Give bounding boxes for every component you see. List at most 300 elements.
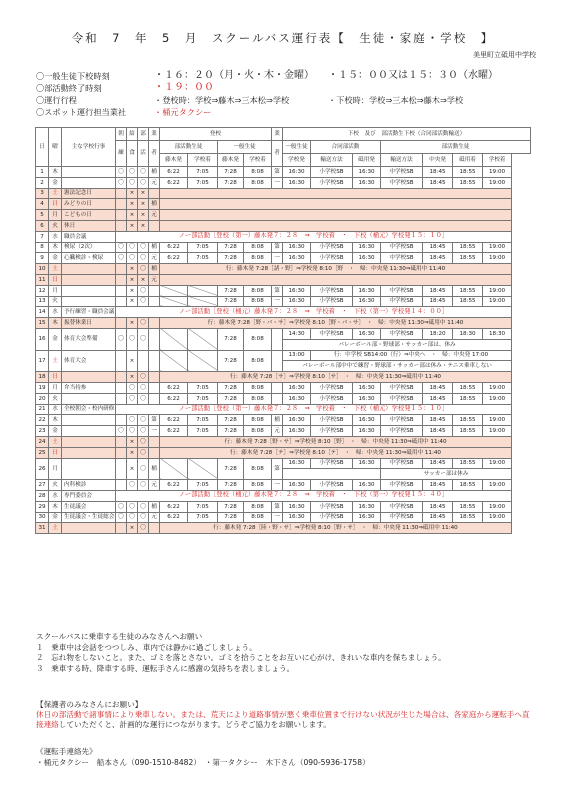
kyu-cell: 〇 <box>127 328 138 350</box>
dow-cell: 水 <box>49 404 62 415</box>
header-tokou: 登校 <box>160 128 272 141</box>
fujiki-time-ippan: 7:28 <box>218 426 244 437</box>
header-dow: 曜 <box>49 128 62 167</box>
kyu-cell: 〇 <box>127 501 138 512</box>
day-cell: 1 <box>36 167 49 178</box>
operator-cell: 一 <box>149 426 160 437</box>
operator-cell: 元 <box>149 274 160 285</box>
info-label: 〇部活動終了時刻 <box>36 83 102 93</box>
table-row <box>36 372 531 383</box>
school-arrive: 19:00 <box>483 285 512 296</box>
parent-request-tail: していただくと、計画的な運行につながります。どうぞご協力をお願いします。 <box>58 720 331 729</box>
fujiki-time-ippan: 7:28 <box>218 350 244 372</box>
header-chuou: 中央発 <box>423 154 453 167</box>
transport-method-2: 中学校SB <box>381 480 423 491</box>
header-event: 主な学校行事 <box>62 128 116 167</box>
operator-cell <box>149 318 160 329</box>
dow-cell: 土 <box>49 523 62 534</box>
dow-cell: 金 <box>49 426 62 437</box>
dow-cell: 木 <box>49 501 62 512</box>
weekend-route: 行：藤木発 7:28［野・バ・サ］⇒学校発 8:10［野・バ・サ］ ・ 帰：中央発 11:30⇒砥用中 11:40 <box>160 318 512 329</box>
fujiki-time-ippan: 7:28 <box>218 328 244 350</box>
asa-cell <box>116 480 127 491</box>
bu-cell: 〇 <box>138 372 149 383</box>
event-cell <box>62 177 116 188</box>
table-row <box>36 436 531 447</box>
transport-method: 小学校SB <box>311 512 353 523</box>
operator-cell <box>149 296 160 307</box>
day-cell: 16 <box>36 328 49 350</box>
dow-cell: 金 <box>49 253 62 264</box>
day-cell: 8 <box>36 242 49 253</box>
bu-cell: × <box>138 274 149 285</box>
event-cell: 体育大会準備 <box>62 328 116 350</box>
day-cell: 30 <box>36 512 49 523</box>
kyu-cell: 〇 <box>127 382 138 393</box>
tomochi-arrive: 18:30 <box>453 328 483 339</box>
event-cell: こどもの日 <box>62 210 116 221</box>
event-cell <box>62 274 116 285</box>
kyu-cell: 〇 <box>127 242 138 253</box>
tomochi-arrive: 18:55 <box>453 501 483 512</box>
gakko-time: 7:05 <box>188 426 218 437</box>
fujiki-time-ippan: 7:28 <box>218 285 244 296</box>
day-cell: 4 <box>36 199 49 210</box>
gakko-time-ippan: 8:08 <box>244 501 272 512</box>
info-label: 〇スポット運行担当業社 <box>36 107 127 117</box>
fujiki-time-ippan: 7:28 <box>218 501 244 512</box>
tomochi-time: 16:30 <box>353 177 381 188</box>
day-cell: 5 <box>36 210 49 221</box>
school-arrive: 19:00 <box>483 242 512 253</box>
depart-time: 16:30 <box>283 501 311 512</box>
depart-time: 16:30 <box>283 296 311 307</box>
empty <box>160 210 512 221</box>
gakko-time: 7:05 <box>188 177 218 188</box>
header-asa: 朝 <box>116 128 127 141</box>
parent-request-text <box>36 710 536 730</box>
dow-cell: 金 <box>49 512 62 523</box>
dow-cell: 日 <box>49 199 62 210</box>
chuou-time: 18:45 <box>423 296 453 307</box>
transport-method: 小学校SB <box>311 296 353 307</box>
table-row <box>36 523 531 534</box>
transport-method-2: 中学校SB <box>381 382 423 393</box>
transport-method: 小学校SB <box>311 480 353 491</box>
chuou-time: 18:45 <box>423 253 453 264</box>
bu-cell: 〇 <box>138 285 149 296</box>
event-cell: 専門委員会 <box>62 490 116 501</box>
bu-cell: 〇 <box>138 264 149 275</box>
event-cell: 体育大会 <box>62 350 116 372</box>
weekend-route: 行：藤木発 7:28［サ］⇒学校発 8:10［サ］ ・ 帰：中央発 11:30⇒砥用中 11:40 <box>160 372 512 383</box>
transport-method: 小学校SB <box>311 177 353 188</box>
contact-daiichi: ・第一タクシー 木下さん（090-5936-1758） <box>204 758 370 767</box>
kyu-cell: 〇 <box>127 177 138 188</box>
table-row <box>36 447 531 458</box>
dow-cell: 木 <box>49 318 62 329</box>
tomochi-time: 16:30 <box>353 382 381 393</box>
operator-cell <box>149 285 160 296</box>
table-row <box>36 404 531 415</box>
fujiki-time: 6:22 <box>160 177 188 188</box>
chuou-time: 18:45 <box>423 458 453 469</box>
school-arrive: 19:00 <box>483 177 512 188</box>
fujiki-time-ippan: 7:28 <box>218 512 244 523</box>
bu-cell: 〇 <box>138 480 149 491</box>
depart-time: 16:30 <box>283 382 311 393</box>
fujiki-time <box>160 328 188 350</box>
tomochi-arrive: 18:55 <box>453 415 483 426</box>
operator-cell-2 <box>272 382 283 393</box>
chuou-time: 18:45 <box>423 480 453 491</box>
event-cell: 内科検診 <box>62 480 116 491</box>
depart-time: 16:30 <box>283 393 311 404</box>
operator-cell: 元 <box>149 480 160 491</box>
club-note: サッカー部は休み <box>381 469 512 480</box>
event-cell: 予行練習・職員会議 <box>62 307 116 318</box>
day-cell: 23 <box>36 426 49 437</box>
dow-cell: 水 <box>49 490 62 501</box>
header-yuso: 輸送方法 <box>311 154 353 167</box>
transport-method-2: 中学校SB <box>381 242 423 253</box>
table-row <box>36 177 531 188</box>
depart-time: 16:30 <box>283 242 311 253</box>
school-arrive: 19:00 <box>483 393 512 404</box>
chuou-time: 18:45 <box>423 177 453 188</box>
depart-time: 16:30 <box>283 177 311 188</box>
transport-method: 小学校SB <box>311 501 353 512</box>
tomochi-time: 16:30 <box>353 328 381 339</box>
transport-method: 小学校SB <box>311 253 353 264</box>
operator-cell-2: 第 <box>272 501 283 512</box>
transport-method-2: 中学校SB <box>381 167 423 178</box>
fujiki-time: 6:22 <box>160 480 188 491</box>
school-arrive: 19:00 <box>483 426 512 437</box>
event-cell <box>62 296 116 307</box>
gakko-time-ippan: 8:08 <box>244 328 272 350</box>
asa-cell <box>116 393 127 404</box>
kyu-cell: × <box>127 350 138 372</box>
table-row <box>36 490 531 501</box>
operator-cell-2: 第 <box>272 167 283 178</box>
transport-method-2: 中学校SB <box>381 501 423 512</box>
gakko-time <box>188 285 218 296</box>
contact-okemoto: ・桶元タクシー 船本さん（090-1510-8482） <box>36 758 198 767</box>
transport-method-2: 中学校SB <box>381 426 423 437</box>
gakko-time-ippan: 8:08 <box>244 480 272 491</box>
fujiki-time-ippan: 7:28 <box>218 296 244 307</box>
tomochi-time: 16:30 <box>353 242 381 253</box>
gakko-time-ippan: 8:08 <box>244 253 272 264</box>
table-row <box>36 382 531 393</box>
notes-heading: スクールバスに乗車する生徒のみなさんへお願い <box>36 632 203 641</box>
operator-cell-2: 一 <box>272 253 283 264</box>
kyu-cell: × <box>127 285 138 296</box>
operator-cell <box>149 382 160 393</box>
dow-cell: 日 <box>49 274 62 285</box>
table-row <box>36 253 531 264</box>
bu-cell: 〇 <box>138 167 149 178</box>
day-cell: 11 <box>36 274 49 285</box>
day-cell: 28 <box>36 490 49 501</box>
depart-time: 16:30 <box>283 167 311 178</box>
header-fujiki: 藤木発 <box>160 154 188 167</box>
operator-cell <box>149 523 160 534</box>
fujiki-time: 6:22 <box>160 253 188 264</box>
asa-cell: 〇 <box>116 242 127 253</box>
day-cell: 29 <box>36 501 49 512</box>
fujiki-time: 6:22 <box>160 415 188 426</box>
chuou-time: 18:45 <box>423 167 453 178</box>
dow-cell: 火 <box>49 393 62 404</box>
notes-block <box>36 632 536 674</box>
weekend-route: 行：藤木発 7:28［陸・野・サ］⇒学校発 8:10［野・サ］ ・ 帰：中央発 11:30⇒砥用中 11:40 <box>160 523 512 534</box>
transport-method-2: 中学校SB <box>381 512 423 523</box>
transport-method-2: 中学校SB <box>381 296 423 307</box>
school-arrive: 19:00 <box>483 296 512 307</box>
operator-cell <box>149 436 160 447</box>
dow-cell: 日 <box>49 447 62 458</box>
tomochi-time: 16:30 <box>353 512 381 523</box>
gakko-time: 7:05 <box>188 167 218 178</box>
operator-cell-2: 元 <box>272 426 283 437</box>
event-cell: 生徒議会 <box>62 501 116 512</box>
table-row <box>36 188 531 199</box>
table-row <box>36 274 531 285</box>
asa-cell <box>116 458 127 480</box>
bu-cell: 〇 <box>138 253 149 264</box>
bu-cell: × <box>138 199 149 210</box>
day-cell: 22 <box>36 415 49 426</box>
day-cell: 24 <box>36 436 49 447</box>
asa-cell <box>116 447 127 458</box>
event-cell: 休日 <box>62 220 116 231</box>
header-gakko: 学校着 <box>244 154 272 167</box>
operator-cell-2: 一 <box>272 512 283 523</box>
dow-cell: 木 <box>49 242 62 253</box>
table-row <box>36 480 531 491</box>
bu-cell: 〇 <box>138 426 149 437</box>
event-cell: 職員会議 <box>62 231 116 242</box>
depart-time: 16:30 <box>283 253 311 264</box>
info-value: ・１５：００又は１５：３０（水曜） <box>328 70 498 81</box>
fujiki-time-ippan: 7:28 <box>218 242 244 253</box>
transport-method: 小学校SB <box>311 167 353 178</box>
day-cell: 20 <box>36 393 49 404</box>
transport-method-2: 中学校SB <box>381 415 423 426</box>
table-row <box>36 264 531 275</box>
fujiki-time-ippan: 7:28 <box>218 167 244 178</box>
table-row <box>36 199 531 210</box>
chuou-time: 18:45 <box>423 242 453 253</box>
tomochi-arrive: 18:55 <box>453 242 483 253</box>
fujiki-time-ippan: 7:28 <box>218 382 244 393</box>
asa-cell <box>116 210 127 221</box>
asa-cell: 〇 <box>116 501 127 512</box>
event-cell: 検尿（2次） <box>62 242 116 253</box>
kyu-cell: × <box>127 199 138 210</box>
asa-cell <box>116 415 127 426</box>
weekend-route: 行：藤木発 7:28［テ］⇒学校発 8:10［テ］ ・ 帰：中央発 11:30⇒砥用中 11:40 <box>160 447 512 458</box>
header-bukatsu2: 部活動生徒 <box>381 141 531 154</box>
table-row <box>36 167 531 178</box>
event-cell: 憲法記念日 <box>62 188 116 199</box>
school-arrive: 19:00 <box>483 382 512 393</box>
tournament-route: 行：中学校 SB14:00（行）⇒中央へ ・ 帰：中央発 17:00 <box>311 350 512 361</box>
event-cell <box>62 167 116 178</box>
chuou-time: 18:45 <box>423 501 453 512</box>
dow-cell: 金 <box>49 328 62 350</box>
gakko-time: 7:05 <box>188 415 218 426</box>
kyu-cell: 〇 <box>127 415 138 426</box>
tomochi-arrive: 18:55 <box>453 167 483 178</box>
header-gakko-chaku: 学校着 <box>483 154 512 167</box>
no-club-notice: ノー部活動［登校（桶元）藤木発７：２８ ⇒ 学校着 ・ 下校（第一）学校発１５：４０］ <box>116 490 512 501</box>
asa-cell <box>116 285 127 296</box>
info-label: 〇運行行程 <box>36 95 77 105</box>
school-arrive: 19:00 <box>483 501 512 512</box>
transport-method: 小学校SB <box>311 426 353 437</box>
day-cell: 27 <box>36 480 49 491</box>
operator-cell: 桶 <box>149 199 160 210</box>
contact-heading: 《運転手連絡先》 <box>36 747 97 756</box>
operator-cell-2: 桶 <box>272 415 283 426</box>
chuou-time: 18:45 <box>423 426 453 437</box>
event-cell <box>62 372 116 383</box>
operator-cell: 元 <box>149 210 160 221</box>
empty <box>160 220 512 231</box>
header-bukatsu: 部活動生徒 <box>160 141 218 154</box>
asa-cell <box>116 523 127 534</box>
contact-line <box>36 757 536 768</box>
header-gakko-hatsu: 学校発 <box>283 154 311 167</box>
operator-cell <box>149 220 160 231</box>
gakko-time-ippan: 8:08 <box>244 458 272 480</box>
asa-cell <box>116 220 127 231</box>
note-item: ２ 忘れ物をしないこと。また、ゴミを落とさない。ゴミを拾うことをお互いに心がけ、きれいな車内を保ちましょう。 <box>36 653 446 662</box>
depart-time: 16:30 <box>283 415 311 426</box>
tomochi-time: 16:30 <box>353 393 381 404</box>
depart-time: 16:30 <box>283 285 311 296</box>
chuou-time: 18:45 <box>423 512 453 523</box>
operator-cell: 桶 <box>149 242 160 253</box>
transport-method-2: 中学校SB <box>381 177 423 188</box>
operator-cell <box>149 188 160 199</box>
dow-cell: 月 <box>49 285 62 296</box>
asa-cell <box>116 274 127 285</box>
asa-cell <box>116 199 127 210</box>
tomochi-time: 16:30 <box>353 501 381 512</box>
fujiki-time: 6:22 <box>160 382 188 393</box>
tomochi-arrive: 18:55 <box>453 393 483 404</box>
kyu-cell: × <box>127 210 138 221</box>
fujiki-time: 6:22 <box>160 501 188 512</box>
note-item: ３ 乗車する時、降車する時、運転手さんに感謝の気持ちを表しましょう。 <box>36 663 295 673</box>
table-row <box>36 328 531 339</box>
dow-cell: 木 <box>49 415 62 426</box>
event-cell: 弁当持参 <box>62 382 116 393</box>
dow-cell: 土 <box>49 188 62 199</box>
transport-method: 小学校SB <box>311 242 353 253</box>
dow-cell: 月 <box>49 382 62 393</box>
parent-request <box>36 700 536 730</box>
operator-cell <box>149 328 160 350</box>
school-arrive: 19:00 <box>483 253 512 264</box>
event-cell <box>62 436 116 447</box>
kyu-cell: × <box>127 318 138 329</box>
header-day: 日 <box>36 128 49 167</box>
no-club-notice: ノー部活動［登校（桶元）藤木発７：２８ ⇒ 学校着 ・ 下校（第一）学校発１４：００］ <box>116 307 512 318</box>
header-yuso: 輸送方法 <box>381 154 423 167</box>
tomochi-time: 16:30 <box>353 415 381 426</box>
event-cell: 心臓検診・検尿 <box>62 253 116 264</box>
event-cell <box>62 393 116 404</box>
header-tomochi-chaku: 砥用着 <box>453 154 483 167</box>
kyu-cell: 〇 <box>127 167 138 178</box>
day-cell: 25 <box>36 447 49 458</box>
operator-cell: 桶 <box>149 501 160 512</box>
event-cell: みどりの日 <box>62 199 116 210</box>
day-cell: 13 <box>36 296 49 307</box>
tomochi-time: 16:30 <box>353 253 381 264</box>
bu-cell: 〇 <box>138 328 149 350</box>
dow-cell: 水 <box>49 231 62 242</box>
dow-cell: 木 <box>49 167 62 178</box>
depart-time: 14:30 <box>283 328 311 339</box>
day-cell: 21 <box>36 404 49 415</box>
operator-cell-2: 一 <box>272 177 283 188</box>
parent-request-heading: 【保護者のみなさんにお願い】 <box>36 700 143 709</box>
asa-cell <box>116 372 127 383</box>
gakko-time-ippan: 8:08 <box>244 177 272 188</box>
header-gakko: 学校着 <box>188 154 218 167</box>
parent-request-red: 休日の部活動で諸事情により乗車しない。または、荒天により道路事情が悪く乗車位置まで行けない状況が生じた場合は、各家庭から運転手へ直接連絡 <box>36 710 530 729</box>
kyu-cell: × <box>127 436 138 447</box>
transport-method: 小学校SB <box>311 458 353 469</box>
no-club-notice: ノー部活動［登校（第一）藤木発７：２８ ⇒ 学校着 ・ 下校（桶元）学校発１５：１０］ <box>116 404 512 415</box>
chuou-time: 18:20 <box>423 328 453 339</box>
kyu-cell: × <box>127 296 138 307</box>
header-gyo2: 者 <box>149 141 160 167</box>
table-row <box>36 512 531 523</box>
header-tomochi: 砥用発 <box>353 154 381 167</box>
gakko-time-ippan: 8:08 <box>244 296 272 307</box>
bu-cell: 〇 <box>138 436 149 447</box>
asa-cell <box>116 296 127 307</box>
gakko-time <box>188 350 218 372</box>
tomochi-time: 16:30 <box>353 296 381 307</box>
operator-cell: 元 <box>149 512 160 523</box>
depart-time: 13:00 <box>283 350 311 361</box>
operator-cell <box>149 350 160 372</box>
info-label: 〇一般生徒下校時刻 <box>36 71 110 81</box>
empty <box>160 188 512 199</box>
kyu-cell: 〇 <box>127 512 138 523</box>
header-bu2: 活 <box>138 141 149 167</box>
dow-cell: 土 <box>49 264 62 275</box>
bu-cell: × <box>138 220 149 231</box>
bu-cell: 〇 <box>138 512 149 523</box>
no-club-notice: ノー部活動［登校（第一）藤木発７：２８ ⇒ 学校着 ・ 下校（桶元）学校発１５：１０］ <box>116 231 512 242</box>
bu-cell <box>138 350 149 372</box>
operator-cell-2: 一 <box>272 296 283 307</box>
event-cell <box>62 415 116 426</box>
asa-cell <box>116 436 127 447</box>
fujiki-time-ippan: 7:28 <box>218 480 244 491</box>
fujiki-time <box>160 350 188 372</box>
table-row <box>36 220 531 231</box>
